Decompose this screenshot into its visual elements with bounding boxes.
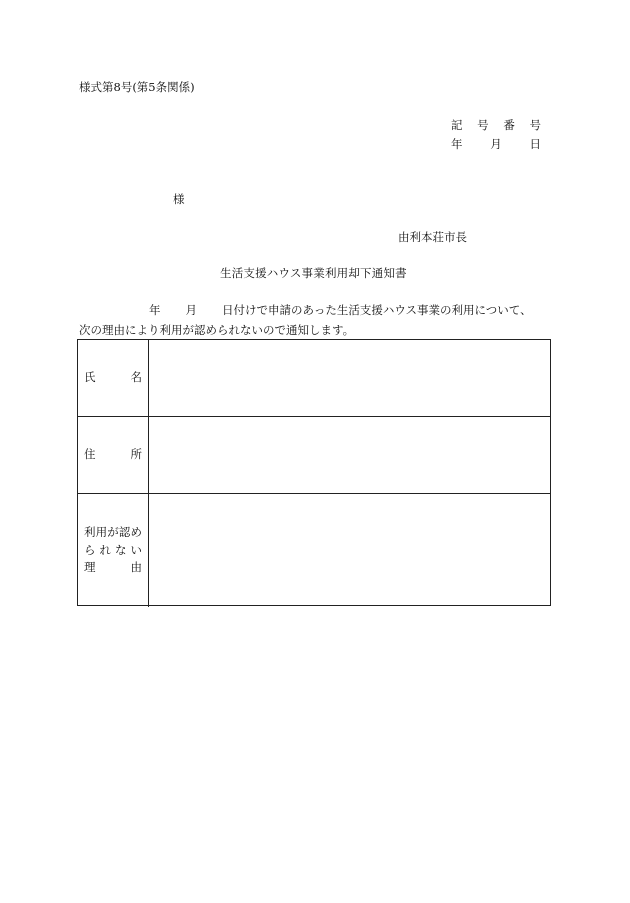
issuer-name: 由利本荘市長: [398, 230, 467, 244]
issue-date-line: [451, 139, 541, 151]
reference-number-label: [451, 120, 541, 132]
name-label-char: 名: [130, 370, 142, 385]
address-label-cell: [78, 417, 149, 493]
reason-label-char: め: [130, 525, 142, 540]
body-text-line-2: 次の理由により利用が認められないので通知します。: [79, 323, 355, 337]
address-value-field[interactable]: [149, 417, 550, 493]
body-text-line-1: [149, 305, 532, 317]
form-number: 様式第8号(第5条関係): [79, 80, 195, 94]
name-value-field[interactable]: [149, 340, 550, 416]
reason-label-char: 利: [84, 525, 96, 540]
table-row-reason: [78, 494, 550, 607]
name-label-cell: [78, 340, 149, 416]
date-day-char: 日: [529, 137, 541, 151]
reason-label-char: 理: [84, 560, 96, 575]
reason-label-char: れ: [99, 542, 111, 557]
reason-label-char: ら: [84, 542, 96, 557]
name-label-char: 氏: [84, 370, 96, 385]
ref-number-char: 号: [529, 118, 541, 132]
reason-label: [84, 527, 142, 574]
reason-value-field[interactable]: [149, 494, 550, 607]
document-title: 生活支援ハウス事業利用却下通知書: [220, 266, 407, 280]
reason-label-line: [84, 527, 142, 539]
reason-label-line: [84, 542, 142, 557]
reason-label-line: [84, 562, 142, 574]
table-row-name: [78, 340, 550, 417]
address-label-char: 住: [84, 447, 96, 462]
date-year-char: 年: [451, 137, 463, 151]
address-label-char: 所: [130, 447, 142, 462]
reason-label-char: い: [130, 542, 142, 557]
ref-number-char: 号: [477, 118, 489, 132]
reason-label-char: 認: [118, 525, 131, 540]
table-row-address: [78, 417, 550, 494]
ref-number-char: 番: [503, 118, 515, 132]
reason-label-char: が: [107, 525, 119, 540]
ref-number-char: 記: [451, 118, 463, 132]
body-year: 年: [149, 303, 161, 317]
body-line-1-text: 日付けで申請のあった生活支援ハウス事業の利用について、: [222, 303, 532, 317]
notice-info-table: [77, 339, 551, 606]
date-month-char: 月: [490, 137, 502, 151]
reason-label-char: 用: [95, 525, 108, 540]
address-label: [84, 449, 142, 461]
reason-label-char: な: [115, 542, 127, 557]
name-label: [84, 372, 142, 384]
reason-label-char: 由: [130, 560, 142, 575]
reason-label-cell: [78, 494, 149, 607]
body-month: 月: [185, 303, 197, 317]
recipient-honorific: 様: [173, 192, 185, 206]
